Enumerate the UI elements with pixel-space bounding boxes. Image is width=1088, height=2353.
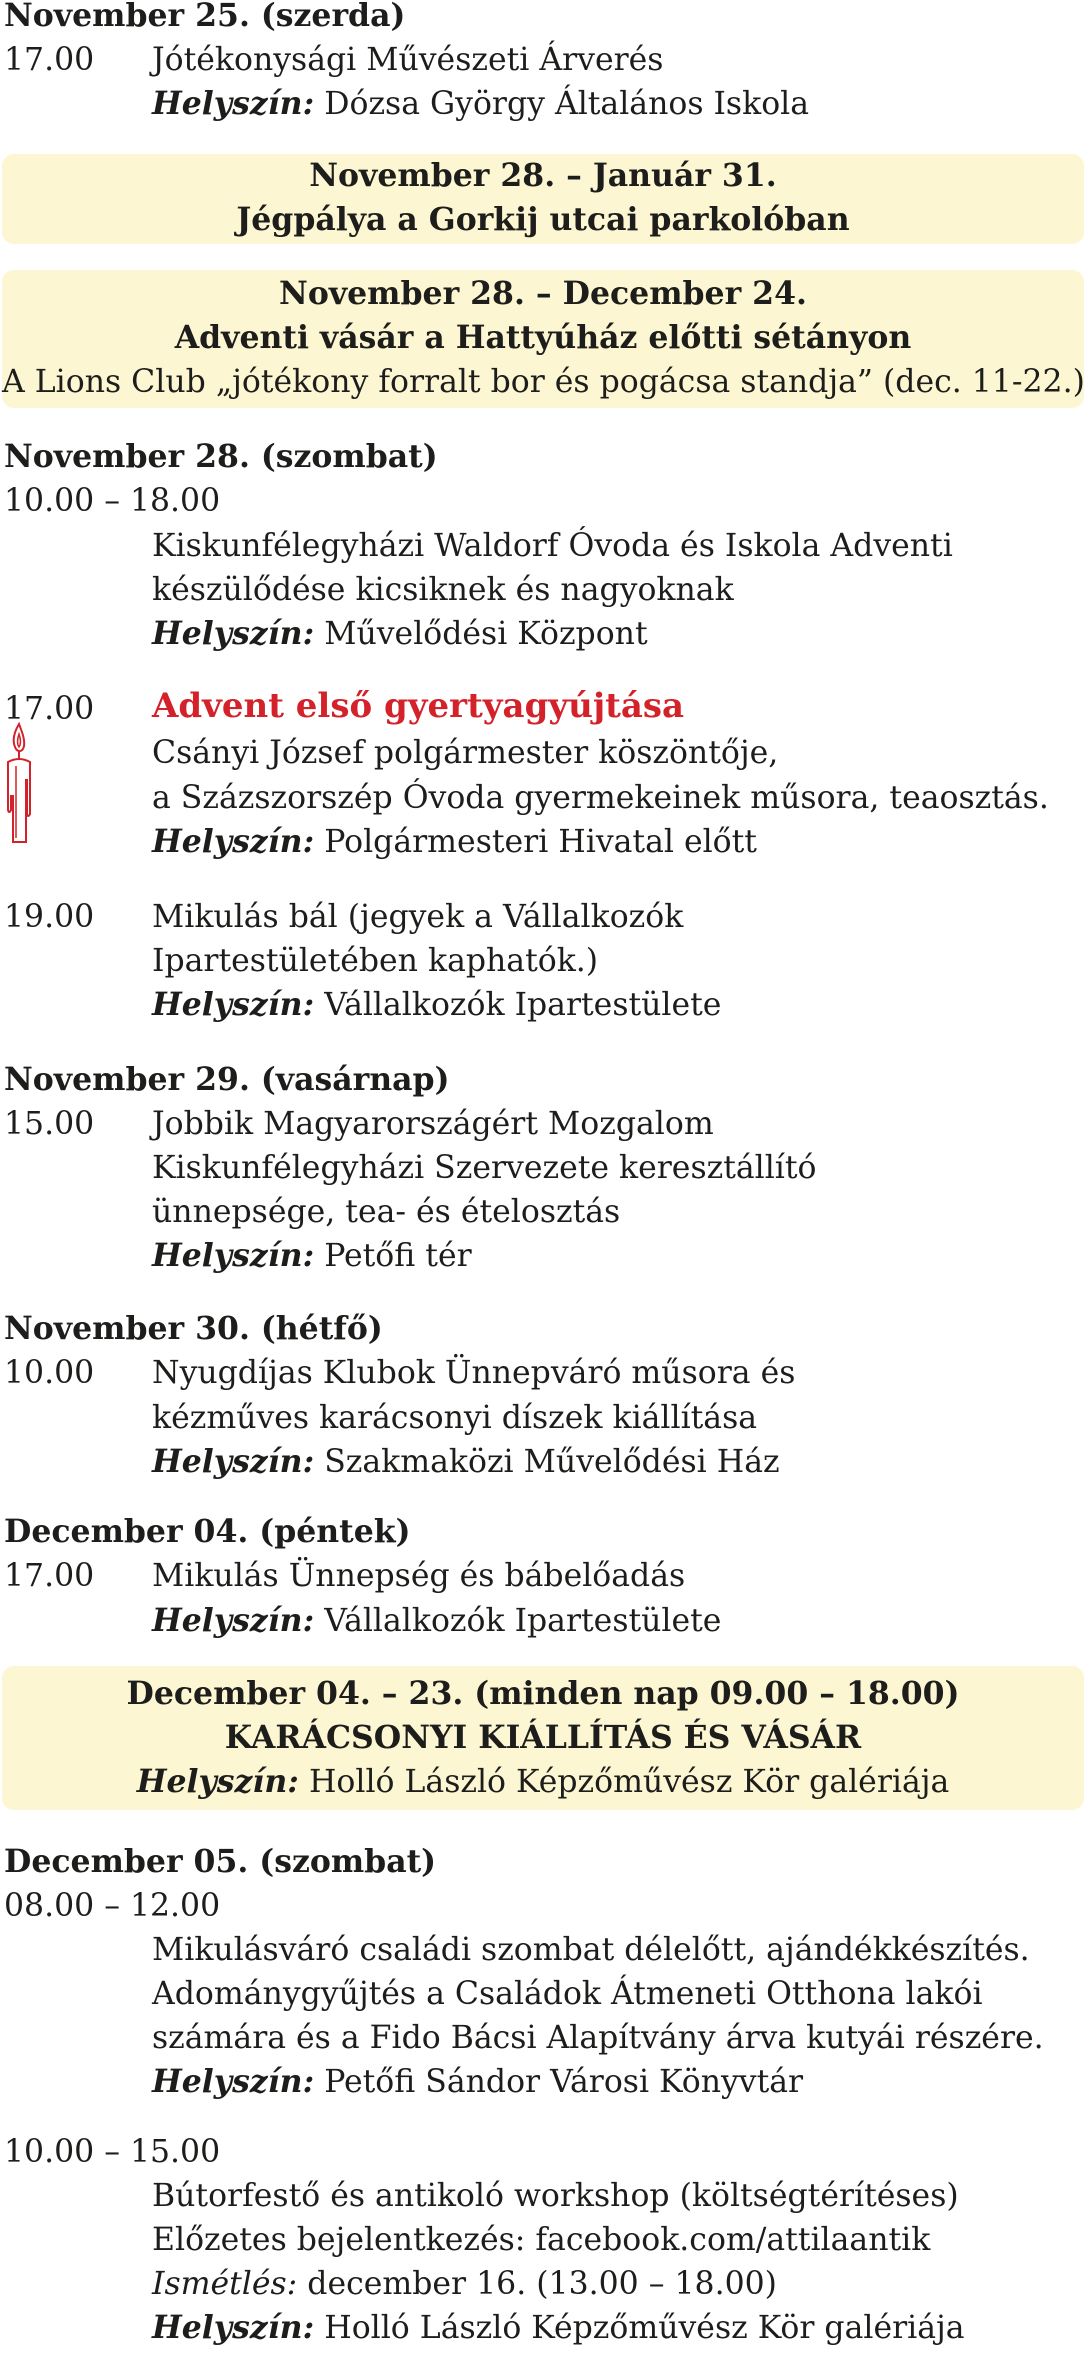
event-time: 15.00 xyxy=(4,1106,95,1142)
location-label: Helyszín: xyxy=(152,85,315,122)
event-desc: számára és a Fido Bácsi Alapítvány árva kutyái részére. xyxy=(152,2020,1044,2056)
event-desc: Kiskunfélegyházi Waldorf Óvoda és Iskola Adventi xyxy=(152,528,953,564)
box-title: KARÁCSONYI KIÁLLÍTÁS ÉS VÁSÁR xyxy=(224,1719,862,1756)
event-time: 10.00 – 18.00 xyxy=(4,483,221,519)
event-desc: Mikulás Ünnepség és bábelőadás xyxy=(152,1558,686,1594)
date-heading: December 04. (péntek) xyxy=(4,1513,411,1550)
event-desc: Adománygyűjtés a Családok Átmeneti Otthona lakói xyxy=(152,1976,983,2012)
event-desc: Előzetes bejelentkezés: facebook.com/attilaantik xyxy=(152,2222,931,2258)
event-desc: Mikulás bál (jegyek a Vállalkozók xyxy=(152,899,684,935)
date-heading: November 25. (szerda) xyxy=(4,0,406,34)
event-title: Jótékonysági Művészeti Árverés xyxy=(152,42,664,78)
box-title: Jégpálya a Gorkij utcai parkolóban xyxy=(236,201,850,238)
event-location: Helyszín: Petőfi Sándor Városi Könyvtár xyxy=(152,2063,804,2100)
candle-icon xyxy=(4,722,34,846)
event-location: Helyszín: Holló László Képzőművész Kör galériája xyxy=(152,2309,965,2346)
event-location: Helyszín: Petőfi tér xyxy=(152,1237,472,1274)
event-desc: Nyugdíjas Klubok Ünnepváró műsora és xyxy=(152,1355,796,1391)
event-time: 17.00 xyxy=(4,1558,95,1594)
event-desc: a Százszorszép Óvoda gyermekeinek műsora, teaosztás. xyxy=(152,780,1049,816)
box-location: Helyszín: Holló László Képzőművész Kör galériája xyxy=(136,1763,950,1800)
event-time: 19.00 xyxy=(4,899,95,935)
date-heading: November 30. (hétfő) xyxy=(4,1310,383,1347)
event-desc: ünnepsége, tea- és ételosztás xyxy=(152,1194,621,1230)
event-location: Helyszín: Dózsa György Általános Iskola xyxy=(152,85,810,122)
date-heading: November 29. (vasárnap) xyxy=(4,1061,450,1098)
event-desc: Bútorfestő és antikoló workshop (költségtérítéses) xyxy=(152,2178,959,2214)
date-heading: November 28. (szombat) xyxy=(4,438,438,475)
event-time: 17.00 xyxy=(4,42,95,78)
event-location: Helyszín: Művelődési Központ xyxy=(152,615,648,652)
box-title: Adventi vásár a Hattyúház előtti sétányon xyxy=(174,319,912,356)
event-desc: Kiskunfélegyházi Szervezete keresztállító xyxy=(152,1150,817,1186)
event-time: 10.00 – 15.00 xyxy=(4,2134,221,2170)
date-heading: December 05. (szombat) xyxy=(4,1843,437,1880)
box-date: December 04. – 23. (minden nap 09.00 – 18.00) xyxy=(126,1675,960,1712)
event-location: Helyszín: Vállalkozók Ipartestülete xyxy=(152,1602,722,1639)
event-repeat: Ismétlés: december 16. (13.00 – 18.00) xyxy=(152,2266,777,2302)
event-time: 17.00 xyxy=(4,691,95,727)
event-location: Helyszín: Szakmaközi Művelődési Ház xyxy=(152,1443,780,1480)
box-note: A Lions Club „jótékony forralt bor és pogácsa standja” (dec. 11-22.) xyxy=(2,364,1085,400)
event-title-highlight: Advent első gyertyagyújtása xyxy=(152,686,685,726)
event-desc: Jobbik Magyarországért Mozgalom xyxy=(152,1106,714,1142)
event-time: 08.00 – 12.00 xyxy=(4,1888,221,1924)
event-location: Helyszín: Vállalkozók Ipartestülete xyxy=(152,986,722,1023)
event-location: Helyszín: Polgármesteri Hivatal előtt xyxy=(152,823,757,860)
event-desc: Csányi József polgármester köszöntője, xyxy=(152,735,779,771)
box-date: November 28. – December 24. xyxy=(279,275,807,312)
event-desc: Ipartestületében kaphatók.) xyxy=(152,943,599,979)
event-time: 10.00 xyxy=(4,1355,95,1391)
event-desc: kézműves karácsonyi díszek kiállítása xyxy=(152,1400,758,1436)
event-desc: Mikulásváró családi szombat délelőtt, ajándékkészítés. xyxy=(152,1932,1030,1968)
box-date: November 28. – Január 31. xyxy=(309,157,777,194)
event-desc: készülődése kicsiknek és nagyoknak xyxy=(152,572,734,608)
